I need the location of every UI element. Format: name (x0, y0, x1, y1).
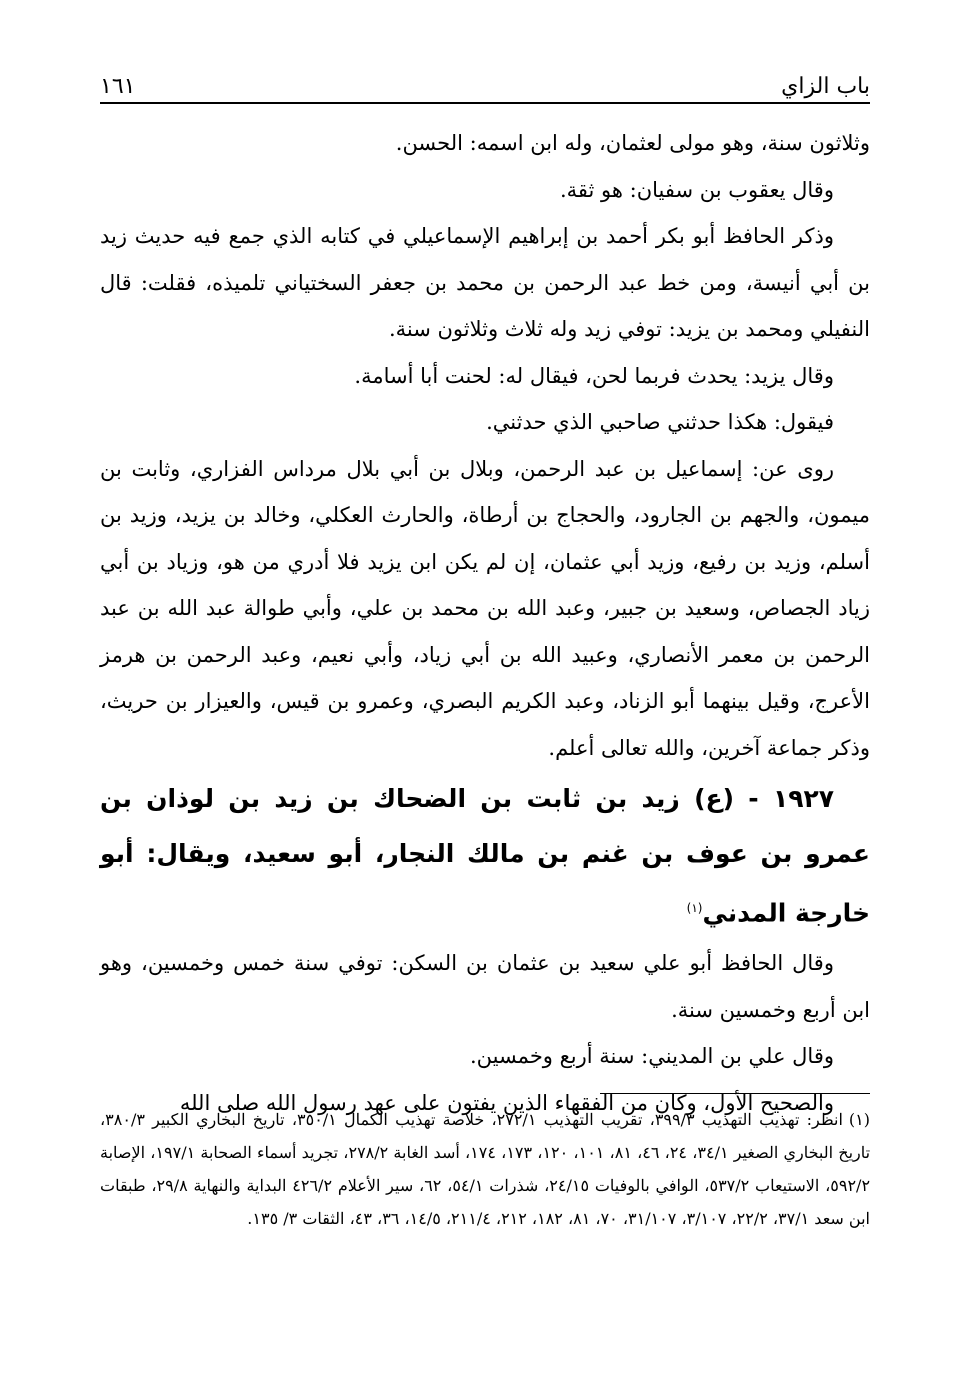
entry-heading (100, 771, 870, 940)
paragraph: وقال يزيد: يحدث فربما لحن، فيقال له: لحنت أبا أسامة. (354, 363, 834, 388)
header-rule (100, 102, 870, 104)
footnote-marker: (١) (848, 1110, 870, 1129)
main-text (100, 120, 870, 1126)
footnote (100, 1103, 870, 1235)
footnote-rule (600, 1093, 870, 1094)
paragraph: وقال يعقوب بن سفيان: هو ثقة. (559, 177, 834, 202)
paragraph: وثلاثون سنة، وهو مولى لعثمان، وله ابن اسمه: الحسن. (395, 131, 870, 155)
paragraph: والصحيح الأول، وكان من الفقهاء الذين يفتون على عهد رسول الله صلى الله (179, 1090, 834, 1115)
paragraph: وقال الحافظ أبو علي سعيد بن عثمان بن السكن: توفي سنة خمس وخمسين، وهو ابن أربع وخمسين سنة. (100, 951, 870, 1022)
paragraph: روى عن: إسماعيل بن عبد الرحمن، وبلال بن أبي بلال مرداس الفزاري، وثابت بن ميمون، والجهم بن الجارود، والحجاج بن أرطاة، والحارث العكلي، وخالد بن يزيد، وزيد بن أسلم، وزيد بن رفيع، وزيد أبي عثمان، إن لم يكن ابن يزيد فلا أدري من هو، وزياد بن أبي زياد الجصاص، وسعيد بن جبير، وعبد الله بن محمد بن علي، وأبي طوالة عبد الله بن عبد الرحمن بن معمر الأنصاري، وعبيد الله بن أبي زياد، وأبي نعيم، وعبد الرحمن بن هرمز الأعرج، وقيل بينهما أبو الزناد، وعبد الكريم البصري، وعمرو بن قيس، والعيزار بن حريث، وذكر جماعة آخرين، والله تعالى أعلم. (100, 456, 870, 760)
chapter-title: باب الزاي (781, 74, 870, 99)
entry-heading-text: ١٩٢٧ - (ع) زيد بن ثابت بن الضحاك بن زيد بن لوذان بن عمرو بن عوف بن غنم بن مالك النجار، أبو سعيد، ويقال: أبو خارجة المدني (100, 784, 870, 928)
page-number: ١٦١ (100, 74, 136, 99)
paragraph: وذكر الحافظ أبو بكر أحمد بن إبراهيم الإسماعيلي في كتابه الذي جمع فيه حديث زيد بن أبي أنيسة، ومن خط عبد الرحمن بن محمد بن جعفر السختياني تلميذه، فقلت: قال النفيلي ومحمد بن يزيد: توفي زيد وله ثلاث وثلاثون سنة. (100, 224, 870, 341)
page-header (100, 55, 870, 99)
footnote-text: انظر: تهذيب التهذيب ٣٩٩/٣، تقريب التهذيب ٢٧٢/١، خلاصة تهذيب الكمال ٣٥٠/١، تاريخ البخاري الكبير ٣٨٠/٣، تاريخ البخاري الصغير ٣٤/١، ٢٤، ٤٦، ٨١، ١٠١، ١٢٠، ١٧٣، ١٧٤، أسد الغابة ٢٧٨/٢، تجريد أسماء الصحابة ١٩٧/١، الإصابة ٥٩٢/٢، الاستيعاب ٥٣٧/٢، الوافي بالوفيات ٢٤/١٥، شذرات ٥٤/١، ٦٢، سير الأعلام ٤٢٦/٢ البداية والنهاية ٢٩/٨، طبقات ابن سعد ٣٧/١، ٢٢/٢، ٣/١٠٧، ٣١/١٠٧، ٧٠، ٨١، ١٨٢، ٢١٢، ٢١١/٤، ١٤/٥، ٣٦، ٤٣، الثقات ٣/ ١٣٥. (100, 1110, 871, 1228)
paragraph: وقال علي بن المديني: سنة أربع وخمسين. (469, 1044, 834, 1069)
footnote-reference: (١) (686, 901, 703, 915)
paragraph: فيقول: هكذا حدثني صاحبي الذي حدثني. (486, 410, 834, 434)
